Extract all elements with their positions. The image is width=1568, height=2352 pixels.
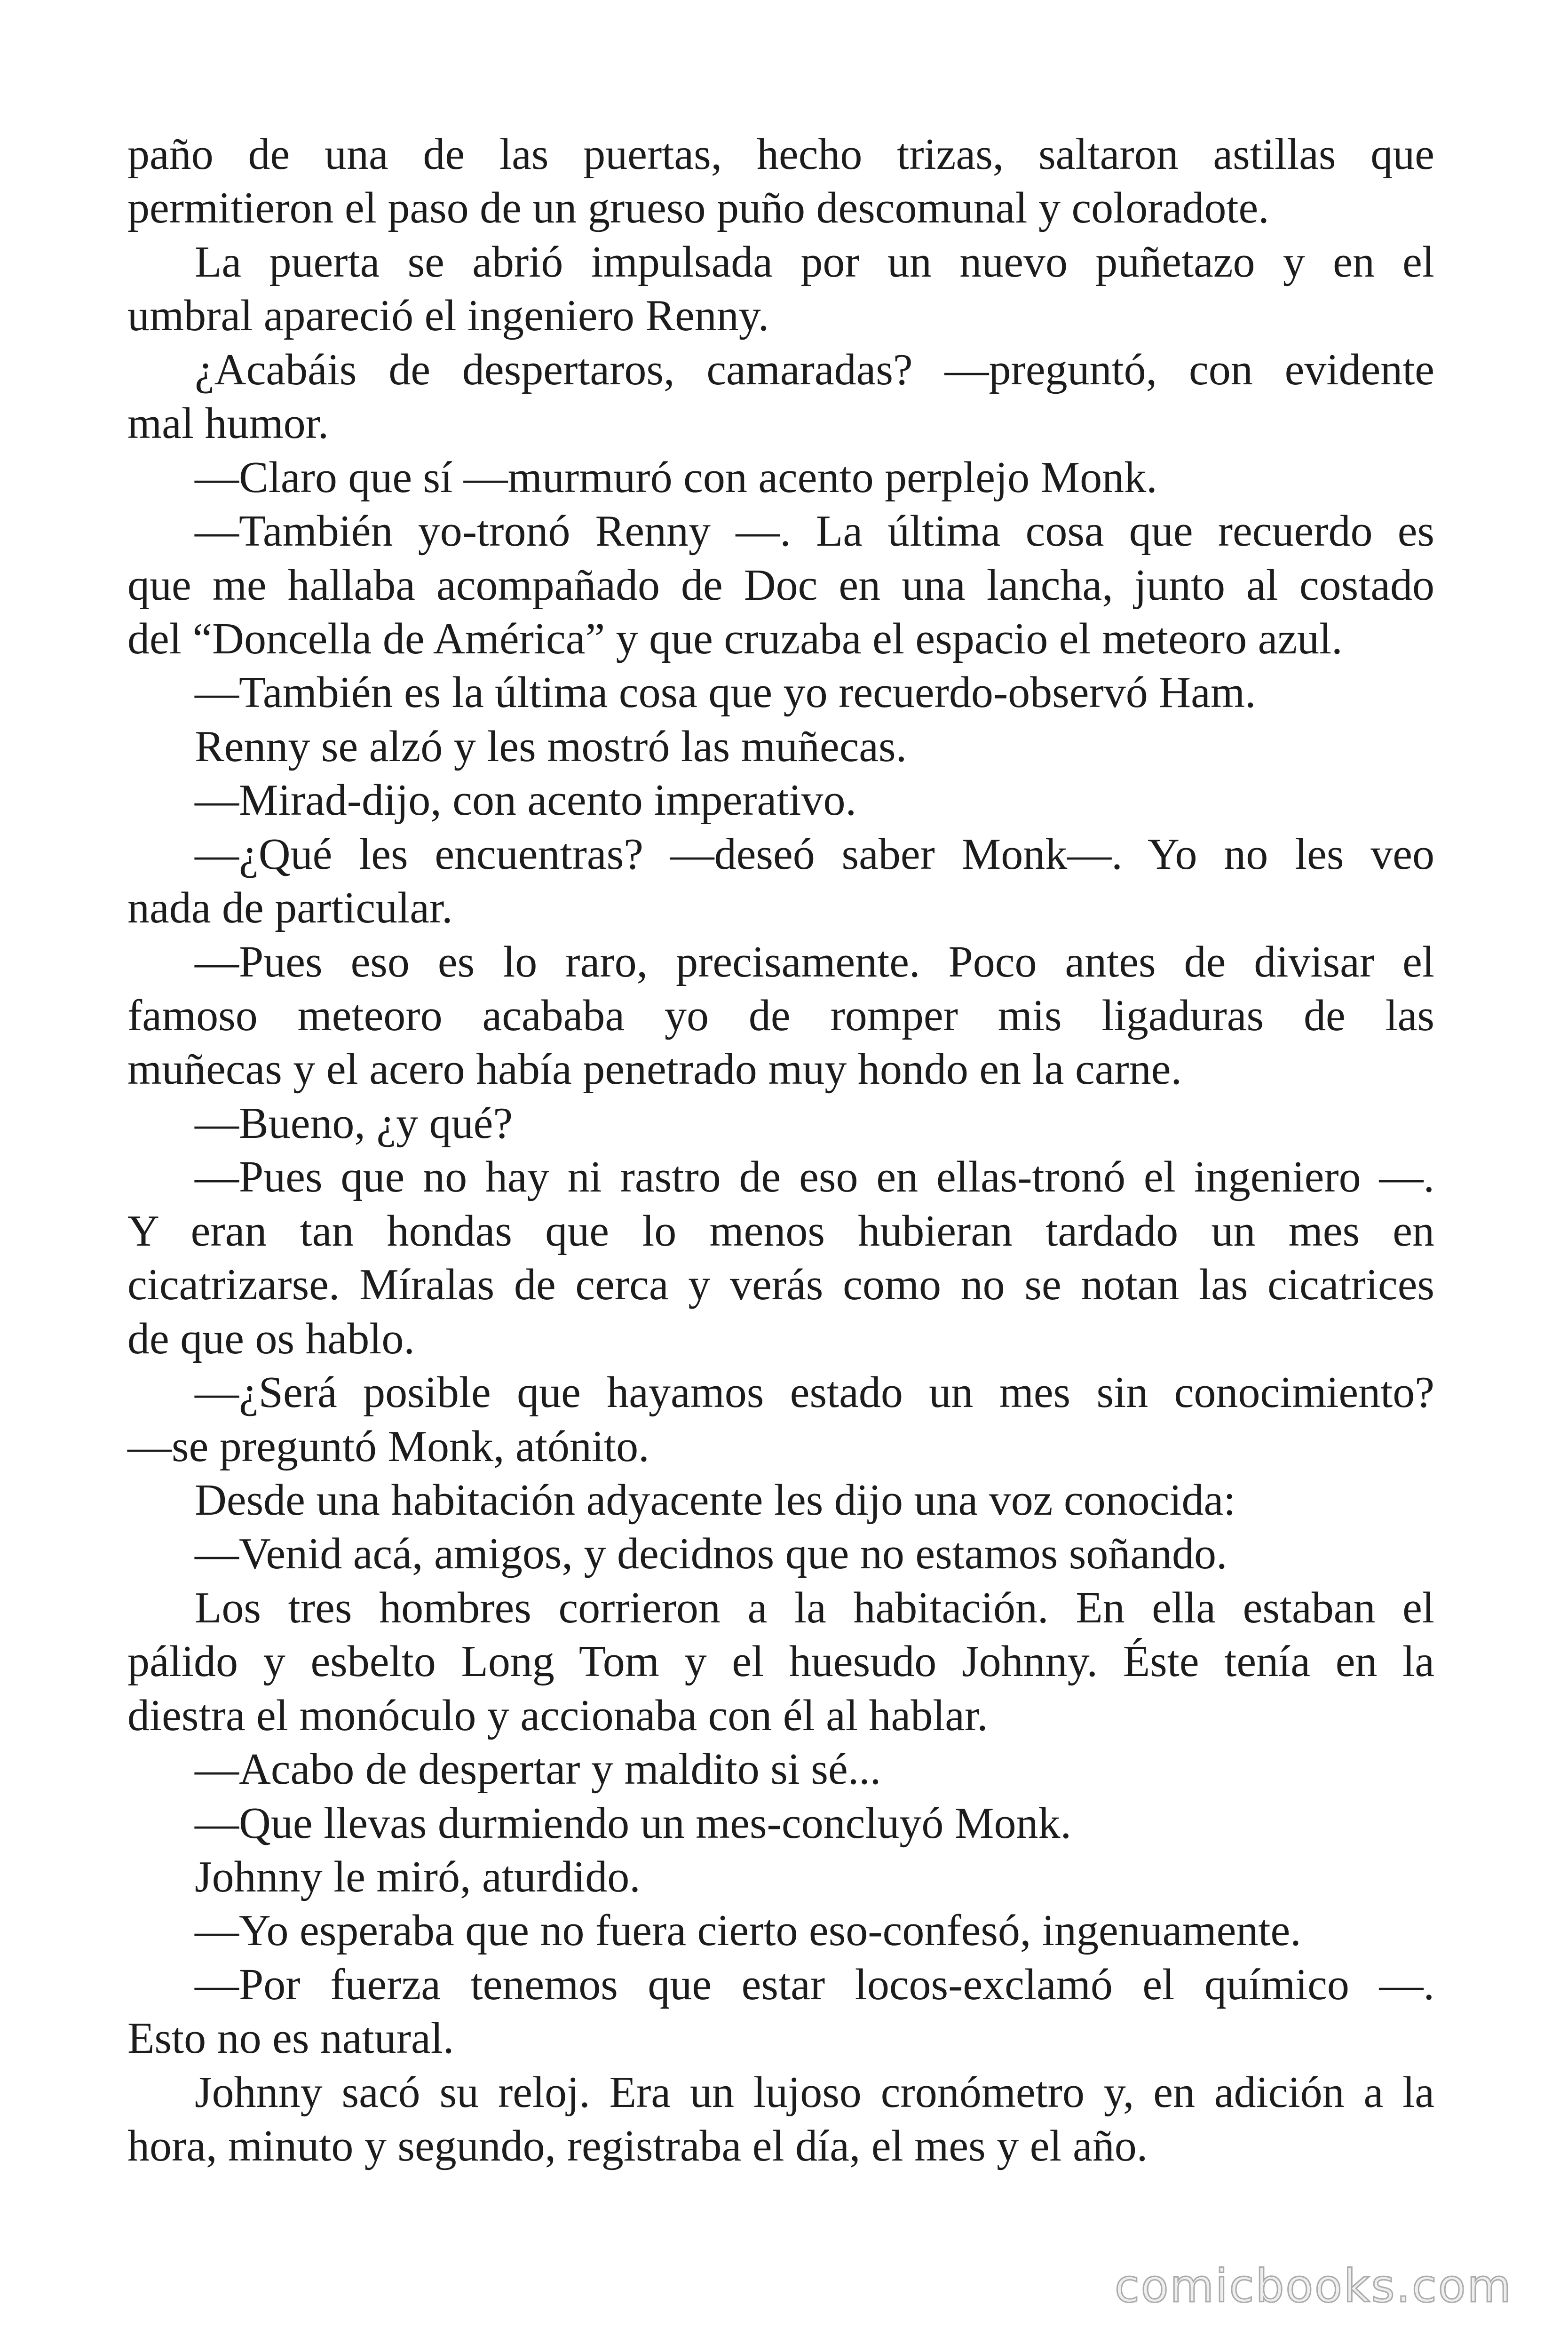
text-line: —Pues que no hay ni rastro de eso en ellas-tronó el ingeniero —. — [195, 1152, 1434, 1202]
body-text — [127, 127, 1434, 2173]
text-line: —Por fuerza tenemos que estar locos-exclamó el químico —. — [195, 1960, 1434, 2009]
text-line: famoso meteoro acababa yo de romper mis ligaduras de las — [127, 991, 1434, 1040]
paragraph — [127, 1796, 1434, 1850]
paragraph — [127, 1958, 1434, 2066]
paragraph — [127, 2066, 1434, 2173]
paragraph — [127, 935, 1434, 1097]
paragraph — [127, 1473, 1434, 1527]
text-line: Y eran tan hondas que lo menos hubieran tardado un mes en — [127, 1206, 1434, 1255]
text-line: —Pues eso es lo raro, precisamente. Poco antes de divisar el — [195, 937, 1434, 986]
text-line: hora, minuto y segundo, registraba el día, el mes y el año. — [127, 2122, 1148, 2171]
paragraph — [127, 1850, 1434, 1904]
text-line: mal humor. — [127, 399, 329, 448]
text-line: —También yo-tronó Renny —. La última cosa que recuerdo es — [195, 507, 1434, 556]
text-line: paño de una de las puertas, hecho trizas, saltaron astillas que — [127, 130, 1434, 179]
text-line: Desde una habitación adyacente les dijo una voz conocida: — [195, 1475, 1236, 1525]
text-line: de que os hablo. — [127, 1314, 415, 1363]
text-line: del “Doncella de América” y que cruzaba el espacio el meteoro azul. — [127, 614, 1343, 663]
paragraph — [127, 666, 1434, 719]
paragraph — [127, 1527, 1434, 1581]
text-line: —Venid acá, amigos, y decidnos que no estamos soñando. — [195, 1529, 1227, 1579]
text-line: diestra el monóculo y accionaba con él al hablar. — [127, 1691, 988, 1740]
paragraph — [127, 1097, 1434, 1150]
text-line: cicatrizarse. Míralas de cerca y verás como no se notan las cicatrices — [127, 1260, 1434, 1310]
paragraph — [127, 127, 1434, 235]
paragraph — [127, 1904, 1434, 1957]
text-line: —Que llevas durmiendo un mes-concluyó Monk. — [195, 1798, 1071, 1848]
text-line: La puerta se abrió impulsada por un nuevo puñetazo y en el — [195, 237, 1434, 286]
watermark: comicbooks.com — [1114, 2260, 1513, 2312]
text-line: —se preguntó Monk, atónito. — [127, 1422, 649, 1471]
text-line: —Acabo de despertar y maldito si sé... — [195, 1745, 881, 1794]
text-line: Esto no es natural. — [127, 2014, 454, 2063]
paragraph — [127, 504, 1434, 666]
text-line: Renny se alzó y les mostró las muñecas. — [195, 722, 907, 771]
text-line: —Mirad-dijo, con acento imperativo. — [195, 776, 856, 825]
text-line: Johnny sacó su reloj. Era un lujoso cronómetro y, en adición a la — [195, 2067, 1434, 2117]
paragraph — [127, 773, 1434, 827]
paragraph — [127, 1742, 1434, 1796]
text-line: Johnny le miró, aturdido. — [195, 1852, 641, 1901]
paragraph — [127, 1366, 1434, 1473]
paragraph — [127, 1581, 1434, 1742]
text-line: —Claro que sí —murmuró con acento perplejo Monk. — [195, 453, 1157, 502]
paragraph — [127, 827, 1434, 935]
text-line: que me hallaba acompañado de Doc en una lancha, junto al costado — [127, 560, 1434, 610]
text-line: Los tres hombres corrieron a la habitación. En ella estaban el — [195, 1583, 1434, 1632]
text-line: umbral apareció el ingeniero Renny. — [127, 291, 769, 341]
paragraph — [127, 343, 1434, 451]
text-line: permitieron el paso de un grueso puño descomunal y coloradote. — [127, 183, 1269, 233]
paragraph — [127, 235, 1434, 343]
text-line: muñecas y el acero había penetrado muy hondo en la carne. — [127, 1045, 1182, 1094]
text-line: pálido y esbelto Long Tom y el huesudo Johnny. Éste tenía en la — [127, 1637, 1434, 1686]
paragraph — [127, 1150, 1434, 1366]
text-line: —También es la última cosa que yo recuerdo-observó Ham. — [195, 668, 1256, 717]
paragraph — [127, 720, 1434, 773]
text-line: —Bueno, ¿y qué? — [195, 1098, 513, 1148]
text-line: —¿Qué les encuentras? —deseó saber Monk—. Yo no les veo — [195, 829, 1434, 879]
text-line: nada de particular. — [127, 883, 453, 933]
text-line: —¿Será posible que hayamos estado un mes sin conocimiento? — [195, 1368, 1434, 1417]
text-line: —Yo esperaba que no fuera cierto eso-confesó, ingenuamente. — [195, 1906, 1301, 1955]
text-line: ¿Acabáis de despertaros, camaradas? —preguntó, con evidente — [195, 345, 1434, 394]
paragraph — [127, 451, 1434, 504]
